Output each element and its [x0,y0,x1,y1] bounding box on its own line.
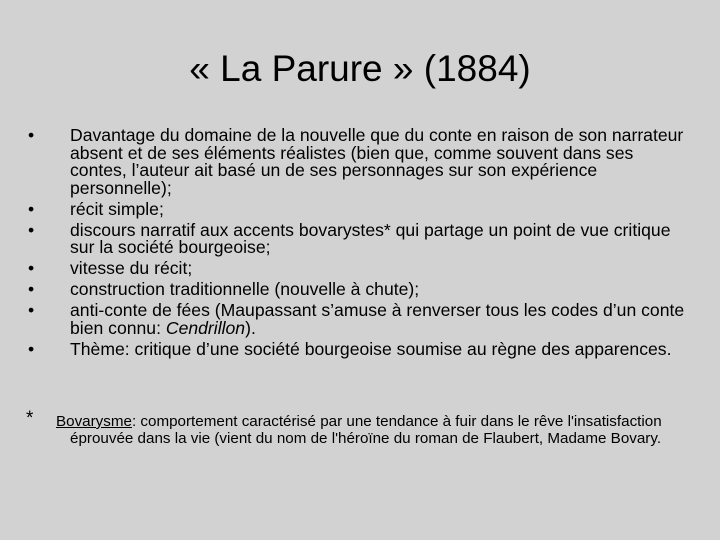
bullet-marker: • [28,125,35,145]
footnote-term: Bovarysme [56,413,132,430]
bullet-text: construction traditionnelle (nouvelle à chute); [70,279,420,299]
bullet-text [70,300,684,338]
bullet-item-recit [26,198,686,219]
footnote-text: : comportement caractérisé par une tendance à fuir dans le rêve l'insatisfaction éprouvée dans la vie (vient du nom de l'héroïne du roman de Flaubert, Madame Bovary. [70,413,662,447]
bullet-item-vitesse [26,260,686,278]
bullet-text-part: ). [245,317,256,338]
footnote-body [26,413,686,447]
bullet-text-part: anti-conte de fées (Maupassant s’amuse à renverser tous les codes d’un conte bien connu: [70,300,685,338]
bullet-marker: • [28,219,35,240]
bullet-marker: • [28,300,35,320]
bullet-text: vitesse du récit; [70,258,193,278]
bullet-text: récit simple; [70,198,164,219]
bullet-item-discours [26,219,686,257]
bullet-emphasis-title: Cendrillon [165,317,246,338]
bullet-item-theme [26,338,686,359]
bullet-item-construction [26,281,686,299]
bullet-marker: • [28,279,35,299]
bullet-text: discours narratif aux accents bovarystes* qui partage un point de vue critique sur la société bourgeoise; [70,219,671,257]
bullet-text: Davantage du domaine de la nouvelle que du conte en raison de son narrateur absent et de ses éléments réalistes (bien que, comme souvent dans ses contes, l’auteur ait basé un de ses personnages sur son expérience personnelle); [70,125,684,198]
bullet-item-genre [26,127,686,197]
bullet-item-anti-conte [26,302,686,337]
bullet-text: Thème: critique d’une société bourgeoise soumise au règne des apparences. [70,338,672,359]
bullet-marker: • [28,258,35,278]
footnote-marker: * [26,408,34,429]
bullet-marker: • [28,198,35,219]
bullet-marker: • [28,338,35,359]
slide-title: « La Parure » (1884) [189,48,531,89]
bullet-list [26,127,686,362]
footnote [26,408,686,447]
